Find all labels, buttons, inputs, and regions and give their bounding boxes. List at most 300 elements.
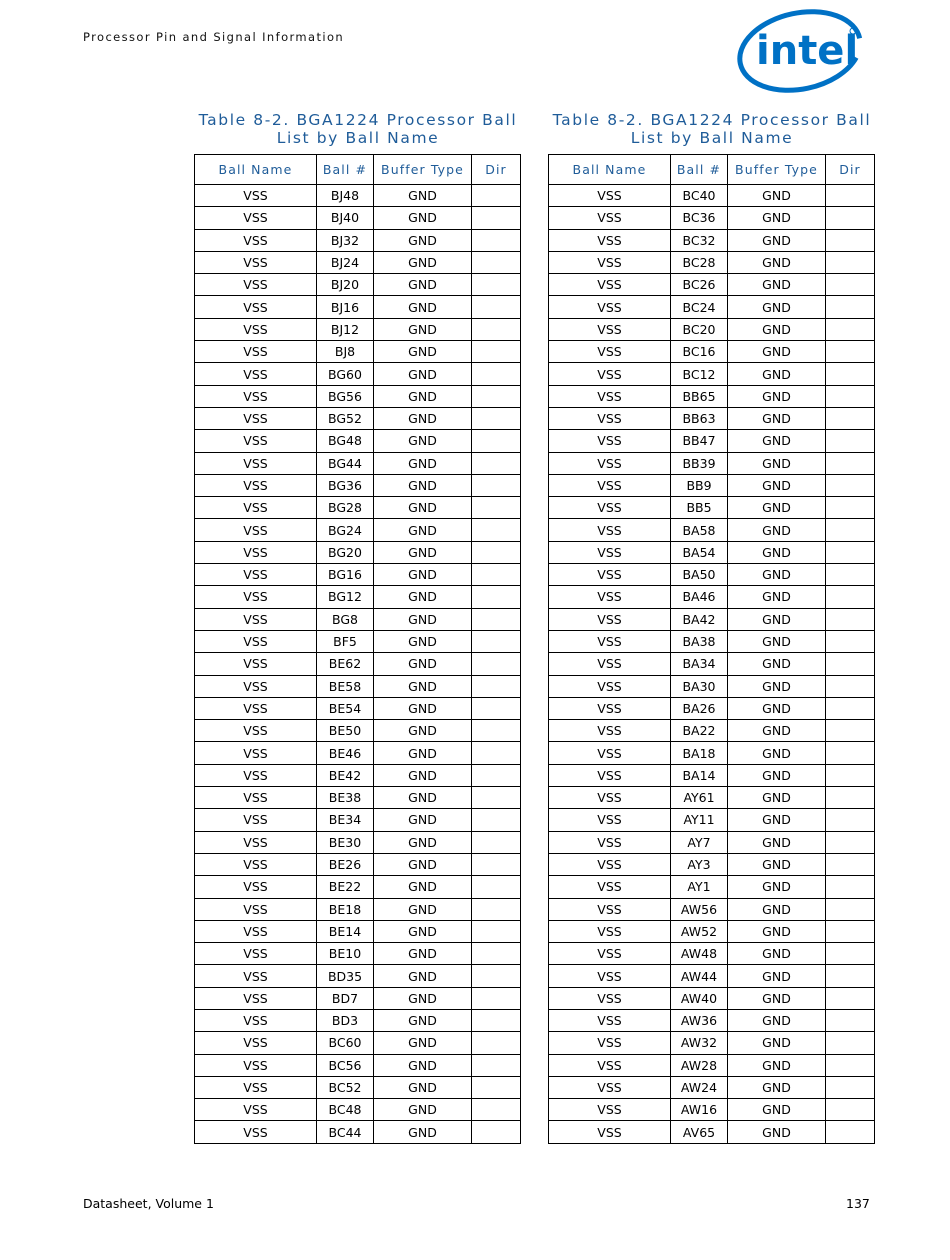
table-row [549,876,875,898]
cell-ball-number: BG8 [317,608,374,630]
cell-dir [826,943,875,965]
table-row [195,987,521,1009]
cell-buffer-type: GND [374,965,472,987]
cell-buffer-type: GND [728,809,826,831]
table-row [195,653,521,675]
table-row [195,541,521,563]
cell-dir [472,185,521,207]
cell-buffer-type: GND [374,586,472,608]
table-row [549,385,875,407]
cell-ball-number: BA14 [671,764,728,786]
cell-dir [472,251,521,273]
cell-dir [472,697,521,719]
cell-ball-number: BA38 [671,630,728,652]
cell-ball-number: AW36 [671,1009,728,1031]
cell-dir [826,385,875,407]
table-row [549,630,875,652]
cell-ball-name: VSS [549,541,671,563]
table-row [195,452,521,474]
table-row [549,541,875,563]
table-row [195,764,521,786]
cell-buffer-type: GND [374,341,472,363]
cell-buffer-type: GND [728,630,826,652]
cell-buffer-type: GND [728,430,826,452]
table-row [549,564,875,586]
cell-ball-number: BE54 [317,697,374,719]
table-row [195,809,521,831]
table-row [195,630,521,652]
cell-ball-name: VSS [549,630,671,652]
table-row [549,1076,875,1098]
cell-ball-number: BE46 [317,742,374,764]
cell-dir [826,564,875,586]
cell-dir [826,809,875,831]
cell-ball-number: BC52 [317,1076,374,1098]
cell-ball-name: VSS [195,341,317,363]
cell-ball-number: BC12 [671,363,728,385]
cell-ball-number: AY3 [671,853,728,875]
table-row [549,608,875,630]
cell-buffer-type: GND [728,407,826,429]
cell-ball-name: VSS [549,1032,671,1054]
cell-buffer-type: GND [728,452,826,474]
cell-buffer-type: GND [374,898,472,920]
cell-ball-number: BG44 [317,452,374,474]
cell-ball-name: VSS [549,318,671,340]
table-row [549,943,875,965]
cell-ball-number: BE62 [317,653,374,675]
cell-buffer-type: GND [374,1121,472,1143]
cell-dir [472,898,521,920]
table-row [549,519,875,541]
cell-ball-name: VSS [195,742,317,764]
table-row [549,497,875,519]
cell-buffer-type: GND [374,541,472,563]
cell-ball-name: VSS [195,943,317,965]
cell-dir [826,586,875,608]
table-row [549,430,875,452]
cell-ball-number: BE50 [317,720,374,742]
table-row [549,1099,875,1121]
cell-ball-name: VSS [195,363,317,385]
cell-dir [826,185,875,207]
cell-buffer-type: GND [728,318,826,340]
cell-dir [826,764,875,786]
table-row [549,831,875,853]
column-header-ball-number: Ball # [317,155,374,185]
cell-dir [472,630,521,652]
cell-ball-name: VSS [195,497,317,519]
cell-ball-name: VSS [549,742,671,764]
cell-ball-number: BC48 [317,1099,374,1121]
cell-ball-name: VSS [549,720,671,742]
cell-ball-number: BG16 [317,564,374,586]
cell-dir [472,385,521,407]
cell-buffer-type: GND [728,341,826,363]
cell-buffer-type: GND [374,296,472,318]
cell-ball-number: AY7 [671,831,728,853]
table-row [195,920,521,942]
cell-ball-name: VSS [195,787,317,809]
cell-ball-number: BA22 [671,720,728,742]
cell-dir [472,1054,521,1076]
cell-ball-number: AW32 [671,1032,728,1054]
cell-ball-name: VSS [549,519,671,541]
cell-buffer-type: GND [728,1076,826,1098]
cell-ball-number: BD7 [317,987,374,1009]
cell-ball-number: BA54 [671,541,728,563]
table-row [195,430,521,452]
cell-dir [472,1121,521,1143]
cell-dir [472,430,521,452]
cell-buffer-type: GND [728,519,826,541]
table-row [549,474,875,496]
cell-ball-number: BJ16 [317,296,374,318]
table-row [195,853,521,875]
cell-buffer-type: GND [728,965,826,987]
table-row [195,207,521,229]
cell-dir [826,1054,875,1076]
cell-ball-name: VSS [195,697,317,719]
table-row [549,363,875,385]
cell-ball-number: BA34 [671,653,728,675]
cell-ball-name: VSS [195,229,317,251]
table-row [195,1032,521,1054]
cell-buffer-type: GND [374,1076,472,1098]
cell-ball-number: BJ48 [317,185,374,207]
cell-dir [826,474,875,496]
cell-ball-name: VSS [549,363,671,385]
cell-ball-name: VSS [195,274,317,296]
cell-ball-name: VSS [549,831,671,853]
table-row [195,876,521,898]
cell-buffer-type: GND [374,207,472,229]
column-header-dir: Dir [826,155,875,185]
cell-ball-number: BE38 [317,787,374,809]
cell-buffer-type: GND [374,430,472,452]
cell-ball-number: BA30 [671,675,728,697]
logo-wordmark: intel [756,28,859,74]
cell-ball-name: VSS [195,1099,317,1121]
cell-buffer-type: GND [374,608,472,630]
cell-buffer-type: GND [728,207,826,229]
cell-dir [472,1099,521,1121]
cell-buffer-type: GND [728,898,826,920]
cell-ball-name: VSS [549,697,671,719]
cell-dir [826,831,875,853]
cell-ball-number: BG52 [317,407,374,429]
cell-buffer-type: GND [374,274,472,296]
cell-dir [826,251,875,273]
cell-ball-number: AW28 [671,1054,728,1076]
cell-ball-number: BA26 [671,697,728,719]
cell-buffer-type: GND [728,251,826,273]
cell-ball-name: VSS [195,207,317,229]
cell-ball-name: VSS [549,764,671,786]
cell-buffer-type: GND [374,831,472,853]
table-row [549,653,875,675]
cell-dir [472,608,521,630]
cell-buffer-type: GND [374,876,472,898]
cell-ball-name: VSS [195,1121,317,1143]
cell-buffer-type: GND [728,853,826,875]
cell-ball-number: BB9 [671,474,728,496]
cell-ball-number: BC40 [671,185,728,207]
cell-buffer-type: GND [728,1121,826,1143]
cell-dir [826,452,875,474]
cell-ball-name: VSS [549,207,671,229]
cell-buffer-type: GND [374,385,472,407]
cell-dir [826,229,875,251]
table-row [549,452,875,474]
table-row [195,251,521,273]
cell-ball-name: VSS [549,564,671,586]
cell-ball-number: BG48 [317,430,374,452]
cell-buffer-type: GND [374,251,472,273]
cell-ball-name: VSS [195,831,317,853]
cell-ball-name: VSS [195,586,317,608]
cell-ball-name: VSS [549,987,671,1009]
cell-dir [826,519,875,541]
table-row [549,1054,875,1076]
cell-ball-number: BC44 [317,1121,374,1143]
cell-ball-name: VSS [195,1054,317,1076]
cell-ball-name: VSS [549,1121,671,1143]
cell-dir [826,898,875,920]
cell-buffer-type: GND [374,497,472,519]
cell-buffer-type: GND [374,474,472,496]
table-row [549,987,875,1009]
cell-dir [826,965,875,987]
cell-ball-name: VSS [549,385,671,407]
table-row [549,251,875,273]
cell-dir [826,787,875,809]
cell-ball-name: VSS [195,430,317,452]
cell-buffer-type: GND [728,831,826,853]
table-caption-left [195,111,521,147]
cell-ball-number: BC16 [671,341,728,363]
cell-buffer-type: GND [374,809,472,831]
cell-ball-name: VSS [195,452,317,474]
cell-ball-number: BB39 [671,452,728,474]
table-row [549,920,875,942]
cell-ball-name: VSS [195,920,317,942]
cell-dir [826,675,875,697]
cell-buffer-type: GND [374,318,472,340]
cell-buffer-type: GND [728,586,826,608]
cell-dir [826,207,875,229]
table-row [549,1009,875,1031]
cell-buffer-type: GND [728,497,826,519]
cell-dir [472,1032,521,1054]
cell-ball-name: VSS [549,430,671,452]
cell-buffer-type: GND [728,920,826,942]
cell-ball-name: VSS [549,229,671,251]
cell-ball-number: BA18 [671,742,728,764]
cell-buffer-type: GND [728,1054,826,1076]
table-row [195,675,521,697]
table-row [195,296,521,318]
cell-ball-number: BA50 [671,564,728,586]
table-row [195,1099,521,1121]
cell-ball-name: VSS [195,318,317,340]
table-row [195,363,521,385]
cell-ball-number: BF5 [317,630,374,652]
cell-ball-name: VSS [549,920,671,942]
table-header-row [195,155,521,185]
cell-buffer-type: GND [728,742,826,764]
table-row [195,1121,521,1143]
cell-dir [472,474,521,496]
cell-buffer-type: GND [374,742,472,764]
table-row [195,697,521,719]
cell-dir [826,430,875,452]
cell-ball-number: AW48 [671,943,728,965]
table-row [195,943,521,965]
cell-ball-number: AW56 [671,898,728,920]
cell-ball-name: VSS [195,653,317,675]
cell-ball-name: VSS [195,407,317,429]
cell-ball-name: VSS [195,764,317,786]
cell-ball-name: VSS [549,898,671,920]
table-row [195,608,521,630]
cell-ball-name: VSS [195,853,317,875]
cell-ball-number: BE18 [317,898,374,920]
table-row [195,1076,521,1098]
table-header-row [549,155,875,185]
table-row [195,385,521,407]
cell-buffer-type: GND [728,697,826,719]
cell-dir [472,497,521,519]
cell-dir [472,341,521,363]
table-row [549,207,875,229]
cell-buffer-type: GND [374,1054,472,1076]
cell-ball-name: VSS [195,185,317,207]
caption-line-1: Table 8-2. BGA1224 Processor Ball [198,111,518,129]
cell-ball-name: VSS [195,809,317,831]
table-row [195,474,521,496]
cell-ball-name: VSS [195,296,317,318]
table-row [549,586,875,608]
cell-buffer-type: GND [374,697,472,719]
table-row [549,853,875,875]
cell-buffer-type: GND [728,185,826,207]
cell-ball-name: VSS [195,474,317,496]
cell-ball-name: VSS [195,987,317,1009]
cell-buffer-type: GND [728,720,826,742]
cell-ball-number: AW52 [671,920,728,942]
table-row [195,274,521,296]
cell-dir [826,608,875,630]
cell-ball-name: VSS [549,1054,671,1076]
cell-dir [826,876,875,898]
table-row [549,764,875,786]
footer-page-number: 137 [846,1196,870,1211]
cell-buffer-type: GND [728,541,826,563]
cell-ball-name: VSS [549,1076,671,1098]
cell-dir [472,653,521,675]
cell-dir [826,318,875,340]
cell-buffer-type: GND [728,608,826,630]
table-row [549,274,875,296]
cell-dir [472,586,521,608]
table-row [549,742,875,764]
table-row [195,720,521,742]
cell-ball-name: VSS [549,586,671,608]
cell-buffer-type: GND [728,876,826,898]
cell-ball-number: BE14 [317,920,374,942]
cell-buffer-type: GND [728,764,826,786]
cell-buffer-type: GND [374,920,472,942]
cell-buffer-type: GND [728,229,826,251]
cell-ball-number: AY61 [671,787,728,809]
cell-ball-number: BJ8 [317,341,374,363]
cell-ball-number: BA42 [671,608,728,630]
cell-dir [472,363,521,385]
table-row [549,898,875,920]
cell-buffer-type: GND [374,1032,472,1054]
cell-dir [472,965,521,987]
table-row [195,407,521,429]
cell-ball-name: VSS [549,452,671,474]
cell-ball-number: BC60 [317,1032,374,1054]
cell-ball-number: AY1 [671,876,728,898]
table-row [549,965,875,987]
cell-buffer-type: GND [728,385,826,407]
column-header-ball-name: Ball Name [195,155,317,185]
cell-ball-number: BE26 [317,853,374,875]
cell-ball-number: BE34 [317,809,374,831]
cell-dir [826,1076,875,1098]
cell-ball-name: VSS [549,965,671,987]
table-row [195,229,521,251]
cell-buffer-type: GND [374,407,472,429]
cell-dir [472,229,521,251]
cell-dir [826,341,875,363]
table-row [195,787,521,809]
cell-buffer-type: GND [374,1099,472,1121]
cell-ball-name: VSS [195,675,317,697]
cell-ball-name: VSS [195,519,317,541]
table-row [549,341,875,363]
cell-ball-name: VSS [195,1009,317,1031]
cell-ball-number: BG24 [317,519,374,541]
cell-dir [472,876,521,898]
table-row [549,787,875,809]
table-row [195,1054,521,1076]
cell-ball-number: BE30 [317,831,374,853]
cell-ball-name: VSS [549,407,671,429]
cell-ball-number: BA58 [671,519,728,541]
cell-buffer-type: GND [374,229,472,251]
cell-dir [826,1099,875,1121]
cell-ball-number: BC56 [317,1054,374,1076]
cell-dir [472,787,521,809]
cell-ball-name: VSS [549,608,671,630]
cell-buffer-type: GND [728,653,826,675]
cell-buffer-type: GND [728,363,826,385]
cell-dir [472,809,521,831]
cell-dir [826,630,875,652]
cell-ball-number: BA46 [671,586,728,608]
cell-buffer-type: GND [374,853,472,875]
cell-ball-name: VSS [195,965,317,987]
table-row [549,318,875,340]
ball-list-table-left [194,154,521,1144]
cell-buffer-type: GND [374,720,472,742]
cell-dir [472,764,521,786]
cell-dir [826,1121,875,1143]
